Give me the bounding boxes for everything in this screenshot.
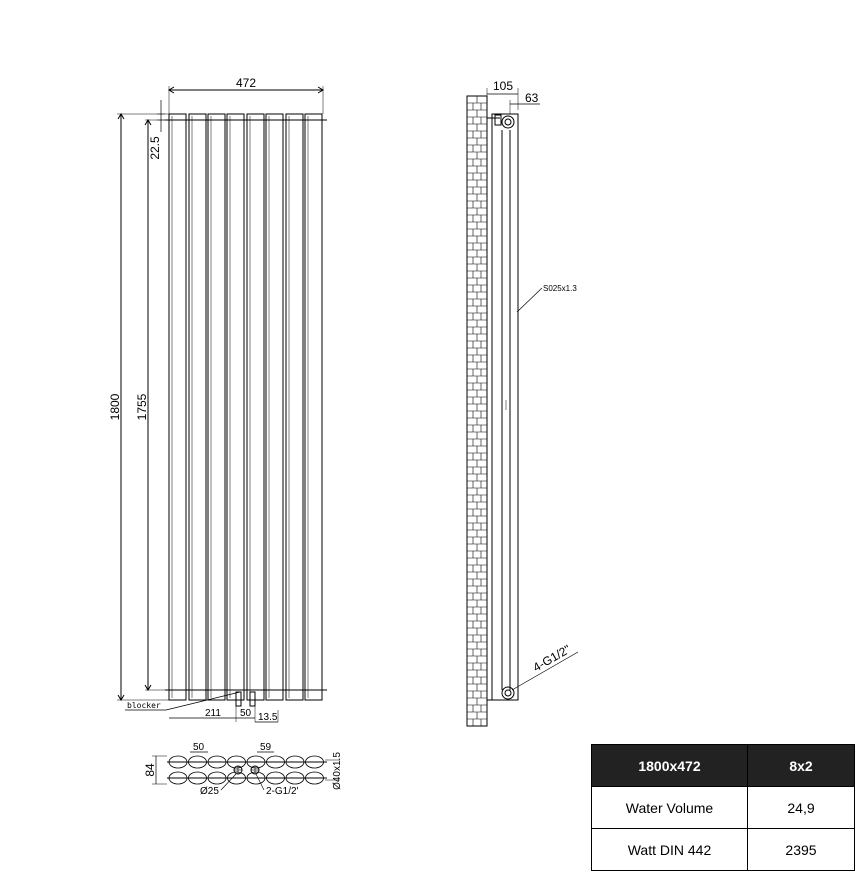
spec-row-value: 2395: [748, 829, 855, 871]
radiator-side: [492, 114, 518, 700]
plan-view: [152, 752, 340, 790]
spec-header-config: 8x2: [748, 745, 855, 787]
tube-2: [189, 114, 206, 700]
tube-7: [286, 114, 303, 700]
spec-row-value: 24,9: [748, 787, 855, 829]
inner-height-dimension-label: 1755: [135, 393, 149, 421]
tube-3: [208, 114, 225, 700]
plan-pitch-59-label: 59: [260, 742, 272, 753]
offset-50-label: 50: [240, 708, 252, 719]
plan-depth-label: 84: [143, 763, 157, 777]
table-row: [592, 829, 855, 871]
plan-connection-label: 2-G1/2': [266, 786, 299, 797]
plan-pitch-50-label: 50: [193, 742, 205, 753]
table-row: [592, 787, 855, 829]
tube-8: [305, 114, 322, 700]
blocker-label: blocker: [127, 701, 161, 710]
spec-header-size: 1800x472: [592, 745, 748, 787]
connection-spec-label: 4-G1/2": [530, 641, 573, 675]
offset-13-5-label: 13.5: [258, 712, 278, 723]
side-depth-label: 105: [492, 79, 514, 93]
tube-1: [169, 114, 186, 700]
spec-table: [591, 744, 855, 871]
width-dimension-label: 472: [235, 76, 257, 90]
tube-5: [247, 114, 264, 700]
radiator-tubes: [165, 114, 327, 700]
spec-row-label: Water Volume: [592, 787, 748, 829]
tube-4: [227, 114, 244, 700]
tube-6: [266, 114, 283, 700]
plan-tube-label: Ø40x1.5: [332, 752, 343, 790]
offset-211-label: 211: [205, 708, 221, 719]
tube-spec-label: S025x1.3: [543, 284, 577, 293]
spec-row-label: Watt DIN 442: [592, 829, 748, 871]
top-offset-dimension-label: 22.5: [148, 136, 162, 160]
height-dimension-label: 1800: [108, 393, 122, 421]
pipe-diameter-label: Ø25: [200, 786, 219, 797]
side-view: [467, 88, 578, 726]
side-offset-label: 63: [525, 91, 539, 105]
spec-table-header: [592, 745, 855, 787]
